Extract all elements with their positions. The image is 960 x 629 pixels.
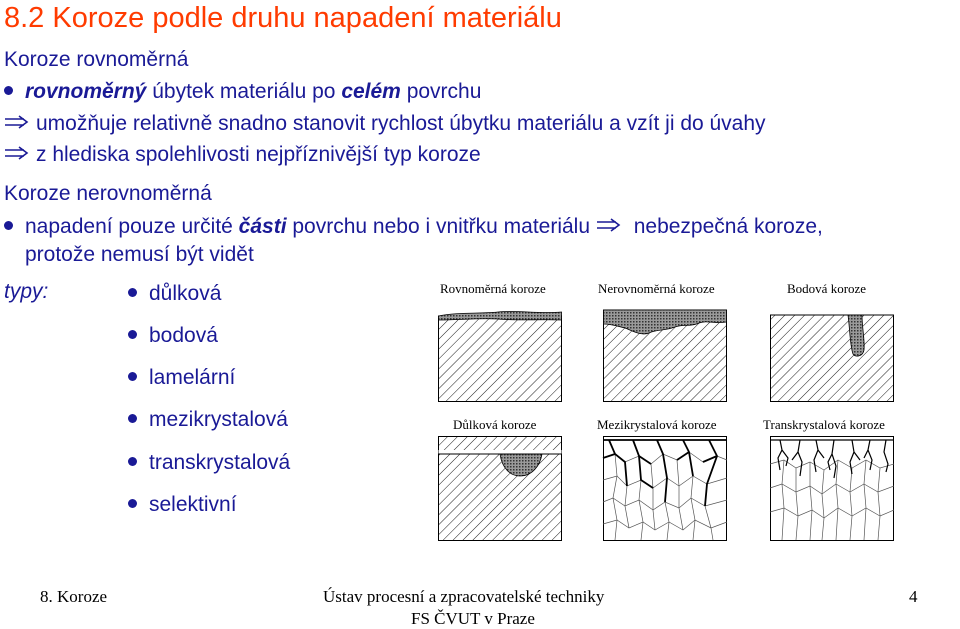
caption-dulkova: Důlková koroze bbox=[453, 417, 537, 432]
bullet-dot-icon bbox=[128, 288, 137, 297]
footer-page-number: 4 bbox=[909, 587, 918, 606]
uniform-heading: Koroze rovnoměrná bbox=[4, 48, 189, 71]
footer-institute: Ústav procesní a zpracovatelské techniky bbox=[323, 587, 605, 606]
implies-line-2: z hlediska spolehlivosti nejpříznivější typ koroze bbox=[4, 143, 481, 167]
transgranular-corrosion-diagram bbox=[770, 436, 894, 541]
type-item-lamelarni: lamelární bbox=[128, 366, 235, 390]
footer-chapter: 8. Koroze bbox=[40, 587, 108, 606]
caption-nerovnomerna: Nerovnoměrná koroze bbox=[598, 281, 715, 296]
spot-corrosion-diagram bbox=[770, 300, 894, 402]
bullet-dot-icon bbox=[4, 221, 13, 230]
bullet-dot-icon bbox=[128, 372, 137, 381]
nonuniform-heading: Koroze nerovnoměrná bbox=[4, 182, 212, 205]
bullet-dot-icon bbox=[128, 330, 137, 339]
bullet-dot-icon bbox=[128, 499, 137, 508]
caption-mezikrystalova: Mezikrystalová koroze bbox=[597, 417, 717, 432]
uniform-bullet: rovnoměrný úbytek materiálu po celém povrchu bbox=[4, 80, 481, 104]
type-item-transkrystalova: transkrystalová bbox=[128, 451, 290, 475]
intergranular-corrosion-diagram bbox=[603, 436, 727, 541]
footer-faculty: FS ČVUT v Praze bbox=[411, 609, 535, 628]
bullet-dot-icon bbox=[128, 457, 137, 466]
type-item-selektivni: selektivní bbox=[128, 493, 237, 517]
page-title: 8.2 Koroze podle druhu napadení materiálu bbox=[4, 2, 562, 34]
bullet-dot-icon bbox=[4, 86, 13, 95]
implies-arrow-icon bbox=[4, 112, 30, 136]
types-label: typy: bbox=[4, 280, 49, 303]
implies-arrow-icon bbox=[4, 143, 30, 167]
implies-line-1: umožňuje relativně snadno stanovit rychlost úbytku materiálu a vzít ji do úvahy bbox=[4, 112, 766, 136]
bullet-dot-icon bbox=[128, 414, 137, 423]
caption-bodova: Bodová koroze bbox=[787, 281, 867, 296]
caption-transkrystalova: Transkrystalová koroze bbox=[763, 417, 885, 432]
dimple-corrosion-diagram bbox=[438, 436, 562, 541]
nonuniform-bullet: napadení pouze určité části povrchu nebo i vnitřku materiálu nebezpečná koroze, bbox=[4, 215, 823, 239]
caption-rovnomerna: Rovnoměrná koroze bbox=[440, 281, 546, 296]
type-item-mezikrystalova: mezikrystalová bbox=[128, 408, 288, 432]
implies-arrow-icon bbox=[596, 215, 622, 239]
nonuniform-corrosion-diagram bbox=[603, 300, 727, 402]
type-item-dulkova: důlková bbox=[128, 282, 221, 306]
nonuniform-bullet-cont: protože nemusí být vidět bbox=[25, 243, 254, 266]
uniform-corrosion-diagram bbox=[438, 300, 562, 402]
type-item-bodova: bodová bbox=[128, 324, 218, 348]
